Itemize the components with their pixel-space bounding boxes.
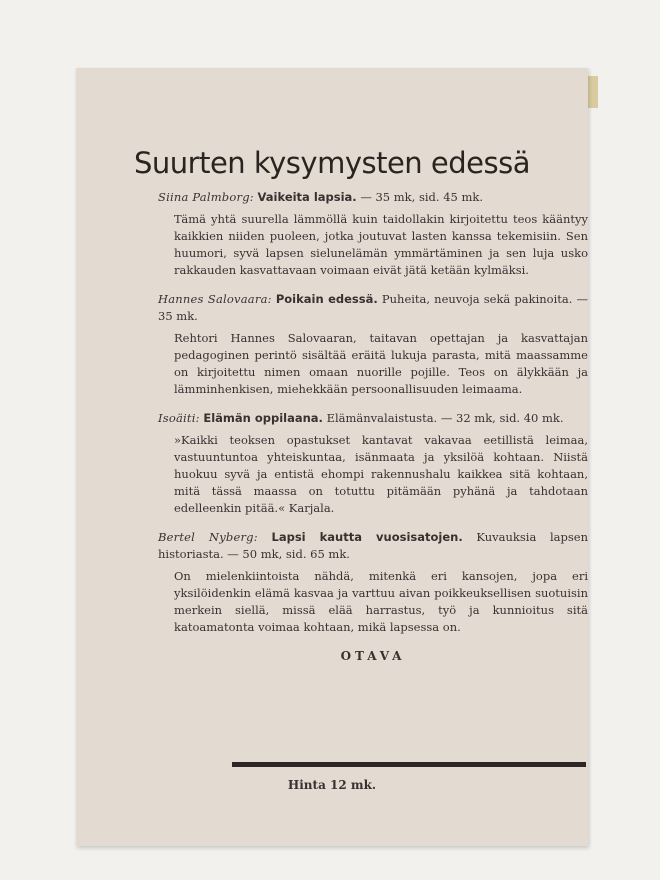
page-title: Suurten kysymysten edessä [133, 146, 530, 180]
entry-author: Isoäiti: [158, 411, 200, 425]
entry-work-title: Elämän oppilaana. [203, 411, 323, 425]
entry-author: Bertel Nyberg: [158, 530, 258, 544]
entry-description: Rehtori Hannes Salovaaran, taitavan opettajan ja kasvattajan pedagoginen perintö sisältää eräitä lukuja parasta, mitä maassamme on kirjoitettu nimen omaan nuorille pojille. Teos on älykkään ja lämminhenkisen, miehekkään persoonallisuuden leimaama. [174, 331, 588, 396]
entry-author: Hannes Salovaara: [158, 292, 272, 306]
book-entry-1 [158, 189, 588, 279]
entry-info: Kuvauksia lapsen historiasta. — 50 mk, sid. 65 mk. [158, 530, 588, 561]
entry-heading [158, 529, 588, 563]
entry-work-title: Lapsi kautta vuosisatojen. [271, 530, 463, 544]
book-back-cover [76, 68, 588, 846]
entry-heading [158, 410, 588, 427]
entry-description: Tämä yhtä suurella lämmöllä kuin taidollakin kirjoitettu teos kääntyy kaikkien niiden puoleen, jotka joutuvat lasten kanssa tekemisiin. Sen huumori, syvä lapsen sielunelämän ymmärtäminen ja sen luja usko rakkauden kasvattavaan voimaan eivät jätä ketään kylmäksi. [174, 212, 588, 277]
price-label: Hinta 12 mk. [287, 778, 377, 792]
publisher-name: OTAVA [340, 649, 406, 663]
entry-author: Siina Palmborg: [158, 190, 254, 204]
entry-heading [158, 189, 588, 206]
entry-description: »Kaikki teoksen opastukset kantavat vakavaa eetillistä leimaa, vastuuntuntoa yhteiskuntaa, isänmaata ja yksilöä kohtaan. Niistä huokuu syvä ja entistä ehompi rakennushalu kaikkea sitä kohtaan, mitä tässä maassa on totuttu pitämään pyhänä ja tahdotaan edelleenkin pitää.« Karjala. [174, 433, 588, 515]
book-list [158, 189, 588, 665]
entry-heading [158, 291, 588, 325]
entry-description: On mielenkiintoista nähdä, mitenkä eri kansojen, jopa eri yksilöidenkin elämä kasvaa ja varttuu aivan poikkeuksellisen suotuisin merkein siellä, missä elää harrastus, työ ja kunnioitus sitä katoamatonta voimaa kohtaan, mikä lapsessa on. [174, 569, 588, 634]
entry-info: — 35 mk, sid. 45 mk. [360, 190, 484, 204]
divider-rule [232, 762, 586, 767]
book-entry-4 [158, 529, 588, 636]
entry-work-title: Vaikeita lapsia. [257, 190, 357, 204]
entry-work-title: Poikain edessä. [275, 292, 378, 306]
entry-info: Puheita, neuvoja sekä pakinoita. — 35 mk. [158, 292, 589, 323]
book-entry-3 [158, 410, 588, 517]
entry-info: Elämänvalaistusta. — 32 mk, sid. 40 mk. [326, 411, 564, 425]
book-entry-2 [158, 291, 588, 398]
